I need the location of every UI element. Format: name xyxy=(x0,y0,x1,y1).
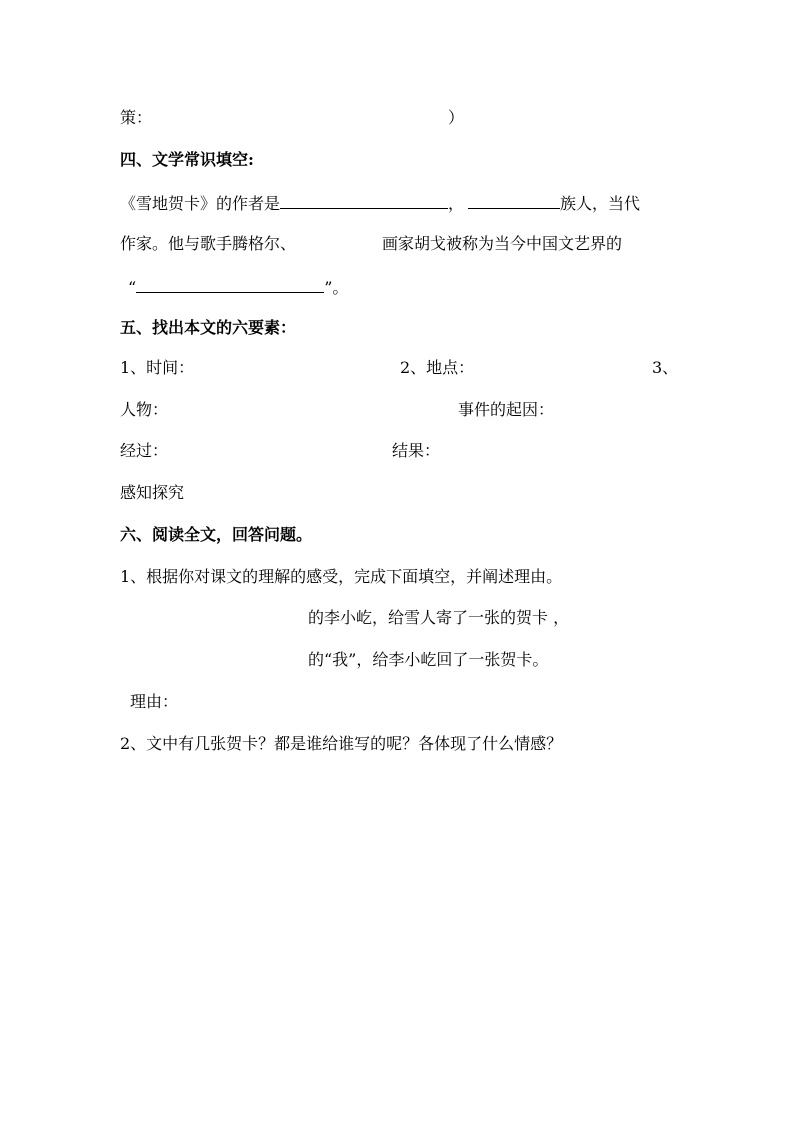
question-1-line1: 的李小屹，给雪人寄了一张的贺卡 ， xyxy=(308,608,570,627)
reason-label: 理由： xyxy=(130,692,179,711)
people-label: 人物： xyxy=(120,400,169,419)
section4-heading: 四、文学常识填空: xyxy=(120,150,254,169)
question-2: 2、文中有几张贺卡？都是谁给谁写的呢？各体现了什么情感？ xyxy=(120,734,563,753)
process-label: 经过： xyxy=(120,441,169,460)
close-quote: ”。 xyxy=(324,278,349,297)
question-1: 1、根据你对课文的理解的感受，完成下面填空，并阐述理由。 xyxy=(120,567,563,586)
comma: ， xyxy=(448,194,465,213)
section4-line3 xyxy=(128,276,348,298)
section5-heading: 五、找出本文的六要素： xyxy=(120,318,297,337)
ethnicity-suffix: 族人，当代 xyxy=(560,194,641,213)
question-1-line2: 的“我”，给李小屹回了一张贺卡。 xyxy=(308,650,549,669)
place-label: 2、地点： xyxy=(400,358,475,377)
ethnicity-blank[interactable] xyxy=(468,192,560,209)
author-blank[interactable] xyxy=(280,192,448,209)
section4-line1 xyxy=(120,192,640,214)
title-blank[interactable] xyxy=(136,276,324,293)
author-prompt: 《雪地贺卡》的作者是 xyxy=(120,194,281,213)
time-label: 1、时间： xyxy=(120,358,195,377)
open-quote: “ xyxy=(128,278,137,297)
section3-tail-prefix: 策： xyxy=(120,108,153,127)
section6-heading: 六、阅读全文，回答问题。 xyxy=(120,525,313,544)
item-3-number: 3、 xyxy=(652,358,679,377)
cause-label: 事件的起因： xyxy=(458,400,555,419)
result-label: 结果： xyxy=(392,441,441,460)
explore-label: 感知探究 xyxy=(120,483,185,502)
section4-line2-b: 画家胡戈被称为当今中国文艺界的 xyxy=(382,234,623,253)
section3-tail-closing: ） xyxy=(448,108,465,127)
section4-line2-a: 作家。他与歌手腾格尔、 xyxy=(120,234,297,253)
